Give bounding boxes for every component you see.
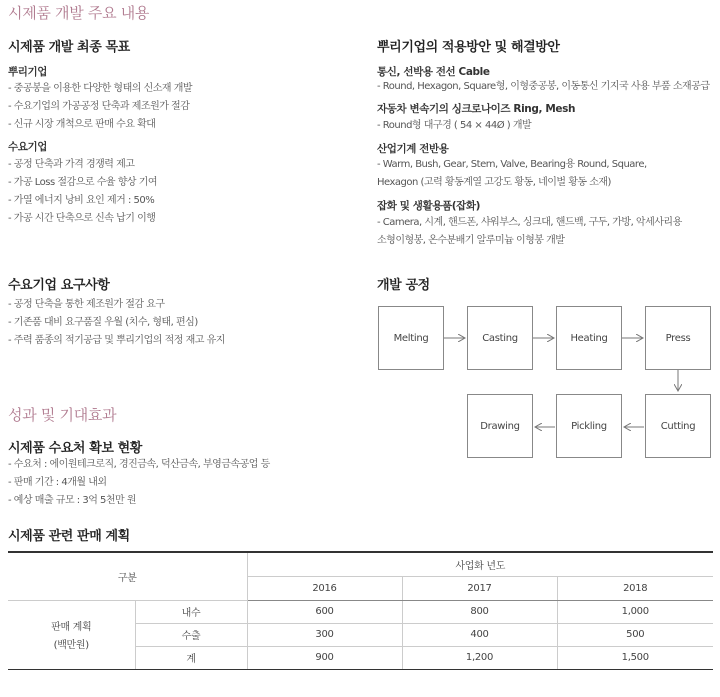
solution-title: 뿌리기업의 적용방안 및 해결방안	[377, 40, 560, 55]
list-item: - Warm, Bush, Gear, Stem, Valve, Bearing용 Round, Square,	[377, 159, 647, 170]
sales-table-title: 시제품 관련 판매 계획	[8, 529, 130, 544]
list-item: - 공정 단축을 통한 제조원가 절감 요구	[8, 299, 165, 310]
row-group-label-line1: 판매 계획	[51, 622, 92, 633]
list-item: - Round형 대구경 ( 54 × 44Ø ) 개발	[377, 120, 532, 131]
requirements-title: 수요기업 요구사항	[8, 278, 110, 293]
process-step-pickling: Pickling	[556, 394, 622, 458]
list-item: - 수요처 : 에이원테크로직, 경진금속, 덕산금속, 부영금속공업 등	[8, 459, 270, 470]
list-item: - Camera, 시계, 핸드폰, 샤워부스, 싱크대, 핸드백, 구두, 가방, 악세사리용	[377, 217, 682, 228]
list-item: 소형이형봉, 온수분배기 알루미늄 이형봉 개발	[377, 235, 565, 246]
solution-group-heading: 통신, 선박용 전선 Cable	[377, 66, 490, 78]
table-cell: 300	[247, 623, 402, 646]
list-item: - 신규 시장 개척으로 판매 수요 확대	[8, 119, 156, 130]
list-item: - Round, Hexagon, Square형, 이형중공봉, 이동통신 기지국 사용 부품 소재공급	[377, 81, 710, 92]
table-cell: 600	[247, 600, 402, 623]
list-item: - 주력 품종의 적기공급 및 뿌리기업의 적정 재고 유지	[8, 335, 225, 346]
table-cell: 400	[402, 623, 557, 646]
list-item: Hexagon (고력 황동계열 고강도 황동, 네이벌 황동 소재)	[377, 177, 611, 188]
table-header-year: 2017	[402, 576, 557, 600]
table-cell: 500	[557, 623, 713, 646]
table-cell: 1,000	[557, 600, 713, 623]
list-item: - 판매 기간 : 4개월 내외	[8, 477, 107, 488]
list-item: - 중공봉을 이용한 다양한 형태의 신소재 개발	[8, 83, 193, 94]
process-step-drawing: Drawing	[467, 394, 533, 458]
list-item: - 공정 단축과 가격 경쟁력 제고	[8, 159, 135, 170]
process-step-melting: Melting	[378, 306, 444, 370]
table-row-label: 내수	[135, 600, 247, 623]
list-item: - 예상 매출 규모 : 3억 5천만 원	[8, 495, 137, 506]
sales-plan-table	[8, 551, 713, 670]
customers-title: 시제품 수요처 확보 현황	[8, 441, 142, 456]
list-item: - 가공 Loss 절감으로 수율 향상 기여	[8, 177, 158, 188]
table-header-category: 구분	[8, 552, 247, 600]
table-cell: 800	[402, 600, 557, 623]
table-row-label: 계	[135, 646, 247, 669]
table-row-label: 수출	[135, 623, 247, 646]
solution-group-heading: 자동차 변속기의 싱크로나이즈 Ring, Mesh	[377, 103, 576, 115]
list-item: - 가공 시간 단축으로 신속 납기 이행	[8, 213, 156, 224]
goal-group-heading: 뿌리기업	[8, 66, 47, 78]
table-cell: 1,500	[557, 646, 713, 669]
list-item: - 수요기업의 가공공정 단축과 제조원가 절감	[8, 101, 190, 112]
process-step-cutting: Cutting	[645, 394, 711, 458]
process-title: 개발 공정	[377, 278, 430, 293]
list-item: - 가열 에너지 낭비 요인 제거 : 50%	[8, 195, 155, 206]
table-header-year-group: 사업화 년도	[247, 552, 713, 576]
table-cell: 1,200	[402, 646, 557, 669]
section-title-results: 성과 및 기대효과	[8, 406, 117, 424]
table-cell: 900	[247, 646, 402, 669]
list-item: - 기존품 대비 요구품질 우월 (치수, 형태, 편심)	[8, 317, 198, 328]
goal-title: 시제품 개발 최종 목표	[8, 40, 130, 55]
customers-list	[8, 456, 270, 510]
process-step-heating: Heating	[556, 306, 622, 370]
solution-group-heading: 산업기계 전반용	[377, 143, 449, 155]
solution-group-heading: 잡화 및 생활용품(잡화)	[377, 200, 480, 212]
table-header-year: 2016	[247, 576, 402, 600]
process-step-press: Press	[645, 306, 711, 370]
goal-group-heading: 수요기업	[8, 141, 47, 153]
table-row-group-label	[8, 600, 135, 669]
section-title-development: 시제품 개발 주요 내용	[8, 4, 150, 22]
process-step-casting: Casting	[467, 306, 533, 370]
table-header-year: 2018	[557, 576, 713, 600]
row-group-label-line2: (백만원)	[53, 640, 89, 651]
